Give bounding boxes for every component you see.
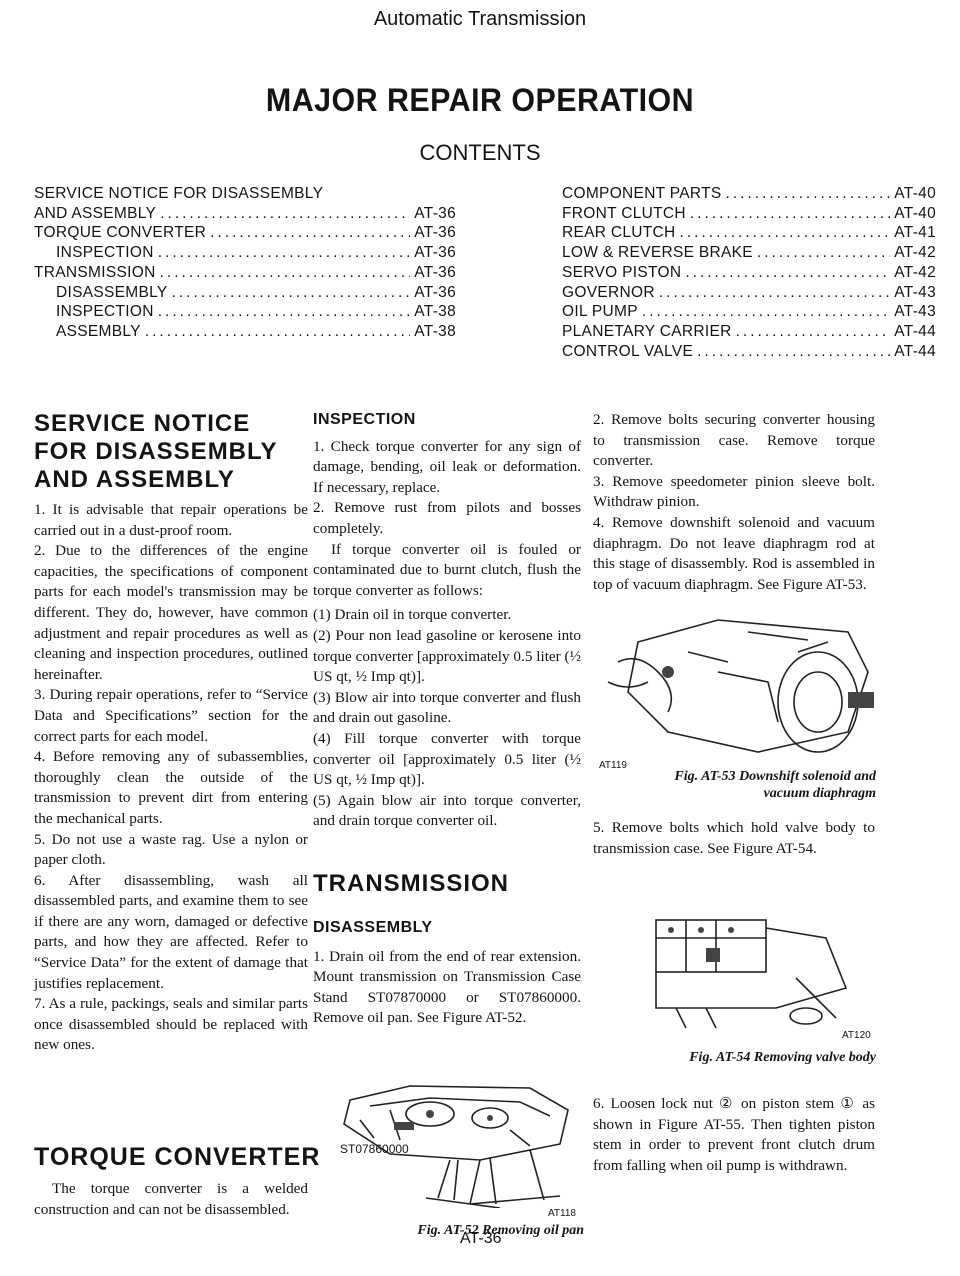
toc-leader-dots	[659, 283, 890, 303]
caption-text: Downshift solenoid and	[739, 769, 876, 784]
paragraph: 4. Remove downshift solenoid and vacuum diaphragm. Do not leave diaphragm rod at this stage of disassembly. Rod is assembled in top of vacuum diaphragm. See Figure AT-53.	[593, 513, 875, 593]
toc-right	[562, 184, 936, 361]
toc-entry-label: GOVERNOR	[562, 283, 655, 301]
toc-entry	[562, 283, 936, 303]
column-1	[34, 410, 308, 1056]
toc-entry-page: AT-40	[894, 204, 936, 222]
column-3-mid	[593, 818, 875, 859]
toc-entry-page: AT-40	[894, 185, 936, 202]
toc-entry-page: AT-42	[894, 263, 936, 281]
heading-inspection: INSPECTION	[313, 411, 416, 428]
toc-entry-page: AT-42	[894, 244, 936, 262]
paragraph: 4. Before removing any of subassemblies, thoroughly clean the outside of the transmission to prevent dirt from entering the mechanical parts.	[34, 748, 308, 827]
figure-at53-illustration	[598, 612, 880, 760]
paragraph: 6. Loosen lock nut ② on piston stem ① as shown in Figure AT-55. Then tighten piston stem in order to prevent front clutch drum from falling when oil pump is withdrawn.	[593, 1095, 875, 1174]
toc-entry-label: CONTROL VALVE	[562, 342, 694, 360]
toc-entry-label: REAR CLUTCH	[562, 224, 676, 242]
contents-heading: CONTENTS	[419, 140, 541, 165]
paragraph: 7. As a rule, packings, seals and similar parts once disassembled should be replaced with new ones.	[34, 995, 308, 1054]
toc-entry	[562, 322, 936, 342]
paragraph: 5. Do not use a waste rag. Use a nylon or paper cloth.	[34, 830, 308, 869]
toc-leader-dots	[757, 243, 890, 263]
figure-code: AT120	[842, 1030, 871, 1041]
caption-text: Removing valve body	[753, 1050, 876, 1065]
toc-entry	[562, 184, 936, 204]
toc-entry-label: PLANETARY CARRIER	[562, 322, 732, 340]
toc-entry-page: AT-36	[414, 263, 456, 281]
toc-leader-dots	[642, 302, 890, 322]
toc-entry	[34, 283, 456, 303]
toc-leader-dots	[172, 283, 411, 303]
toc-leader-dots	[685, 263, 890, 283]
toc-entry-page: AT-41	[894, 224, 936, 242]
caption-number: Fig. AT-54	[689, 1050, 751, 1065]
toc-entry-page: AT-44	[894, 342, 936, 360]
step: (4) Fill torque converter with torque converter oil [approximately 0.5 liter (½ US qt, ½ Imp qt)].	[313, 729, 581, 789]
column-2	[313, 410, 581, 832]
toc-entry	[34, 223, 456, 243]
toc-entry	[562, 204, 936, 224]
toc-entry-label: SERVO PISTON	[562, 263, 682, 281]
paragraph: 1. Drain oil from the end of rear extension. Mount transmission on Transmission Case Stand ST07870000 or ST07860000. Remove oil pan. See Figure AT-52.	[313, 947, 581, 1027]
caption-number: Fig. AT-52	[417, 1223, 479, 1238]
toc-entry	[562, 263, 936, 283]
figure-code: AT118	[548, 1208, 576, 1219]
column-3-bottom	[593, 1094, 875, 1176]
toc-entry	[562, 243, 936, 263]
toc-entry	[562, 302, 936, 322]
toc-entry-label: COMPONENT PARTS	[562, 185, 722, 202]
toc-entry-label: FRONT CLUTCH	[562, 204, 686, 222]
toc-entry-page: AT-43	[894, 303, 936, 321]
toc-entry	[34, 302, 456, 322]
toc-left-heading: SERVICE NOTICE FOR DISASSEMBLY	[34, 185, 324, 202]
toc-entry-page: AT-36	[414, 204, 456, 222]
toc-leader-dots	[160, 263, 411, 283]
paragraph: 1. Check torque converter for any sign of damage, bending, oil leak or deformation. If necessary, replace.	[313, 437, 581, 496]
figure-code: AT119	[599, 760, 627, 771]
step: (1) Drain oil in torque converter.	[313, 606, 512, 624]
paragraph: 2. Due to the differences of the engine capacities, the specifications of component parts for each model's transmission may be different. They do, however, have common adjustment and repair procedures as well as cleaning and inspection procedures, outlined hereinafter.	[34, 542, 308, 683]
paragraph: 2. Remove bolts securing converter housing to transmission case. Remove torque converter.	[593, 411, 875, 470]
toc-leader-dots	[145, 322, 410, 342]
heading-service-notice-2: FOR DISASSEMBLY	[34, 438, 278, 465]
toc-entry-label: INSPECTION	[56, 303, 154, 321]
toc-entry	[34, 322, 456, 342]
toc-entry	[562, 342, 936, 362]
toc-leader-dots	[680, 223, 891, 243]
paragraph: 3. Remove speedometer pinion sleeve bolt. Withdraw pinion.	[593, 472, 875, 511]
toc-leader-dots	[158, 302, 411, 322]
toc-entry-label: INSPECTION	[56, 244, 154, 262]
paragraph: 6. After disassembling, wash all disassembled parts, and examine them to see if there are any worn, damaged or defective parts, and how they are affected. Refer to “Service Data” for the extent of damage that justifies replacement.	[34, 871, 308, 992]
toc-leader-dots	[160, 204, 410, 224]
column-2-transmission	[313, 870, 581, 1029]
toc-leader-dots	[736, 322, 891, 342]
toc-entry	[34, 243, 456, 263]
toc-entry-label: DISASSEMBLY	[56, 283, 168, 301]
toc-entry-label: TORQUE CONVERTER	[34, 224, 207, 242]
heading-disassembly: DISASSEMBLY	[313, 919, 433, 936]
column-1-bottom	[34, 1143, 321, 1220]
toc-entry-label: LOW & REVERSE BRAKE	[562, 244, 753, 262]
toc-entry-page: AT-38	[414, 303, 456, 321]
caption-text: Removing oil pan	[482, 1223, 584, 1238]
step: (5) Again blow air into torque converter, and drain torque converter oil.	[313, 791, 581, 830]
toc-entry	[34, 204, 456, 224]
heading-service-notice-1: SERVICE NOTICE	[34, 410, 251, 437]
figure-caption	[604, 768, 876, 802]
toc-leader-dots	[158, 243, 411, 263]
paragraph: 5. Remove bolts which hold valve body to transmission case. See Figure AT-54.	[593, 819, 875, 857]
step: (2) Pour non lead gasoline or kerosene into torque converter [approximately 0.5 liter (½ US qt, ½ Imp qt)].	[313, 626, 581, 686]
toc-entry-label: AND ASSEMBLY	[34, 204, 157, 222]
toc-entry-page: AT-36	[414, 244, 456, 262]
toc-entry-page: AT-36	[414, 283, 456, 301]
toc-entry-label: OIL PUMP	[562, 303, 638, 321]
step: (3) Blow air into torque converter and flush and drain out gasoline.	[313, 688, 581, 727]
toc-leader-dots	[726, 184, 891, 204]
heading-service-notice-3: AND ASSEMBLY	[34, 466, 235, 493]
section-header: Automatic Transmission	[373, 8, 587, 30]
figure-tool-label: ST07860000	[340, 1142, 409, 1156]
heading-transmission: TRANSMISSION	[313, 870, 510, 897]
caption-text-2: vacuum diaphragm	[763, 786, 876, 801]
toc-leader-dots	[690, 204, 890, 224]
page-number: AT-36	[460, 1230, 502, 1247]
toc-entry-page: AT-44	[894, 322, 936, 340]
figure-at54-illustration	[646, 908, 866, 1032]
toc-left	[34, 184, 456, 342]
toc-leader-dots	[697, 342, 890, 362]
paragraph: The torque converter is a welded construction and can not be disassembled.	[34, 1180, 308, 1218]
page-title: MAJOR REPAIR OPERATION	[265, 82, 695, 118]
paragraph: 3. During repair operations, refer to “Service Data and Specifications” section for the correct parts for each model.	[34, 686, 308, 745]
caption-number: Fig. AT-53	[674, 769, 736, 784]
heading-torque-converter: TORQUE CONVERTER	[34, 1143, 321, 1171]
paragraph: 2. Remove rust from pilots and bosses completely.	[313, 499, 581, 537]
toc-entry-page: AT-36	[414, 224, 456, 242]
toc-entry-label: ASSEMBLY	[56, 322, 141, 340]
toc-entry	[562, 223, 936, 243]
toc-entry	[34, 263, 456, 283]
column-3	[593, 410, 875, 595]
paragraph: If torque converter oil is fouled or contaminated due to burnt clutch, flush the torque converter as follows:	[313, 540, 581, 599]
figure-caption	[640, 1049, 876, 1066]
toc-entry-label: TRANSMISSION	[34, 263, 156, 281]
paragraph: 1. It is advisable that repair operations be carried out in a dust-proof room.	[34, 501, 308, 539]
toc-entry-page: AT-43	[894, 283, 936, 301]
toc-entry-page: AT-38	[414, 322, 456, 340]
toc-leader-dots	[210, 223, 410, 243]
